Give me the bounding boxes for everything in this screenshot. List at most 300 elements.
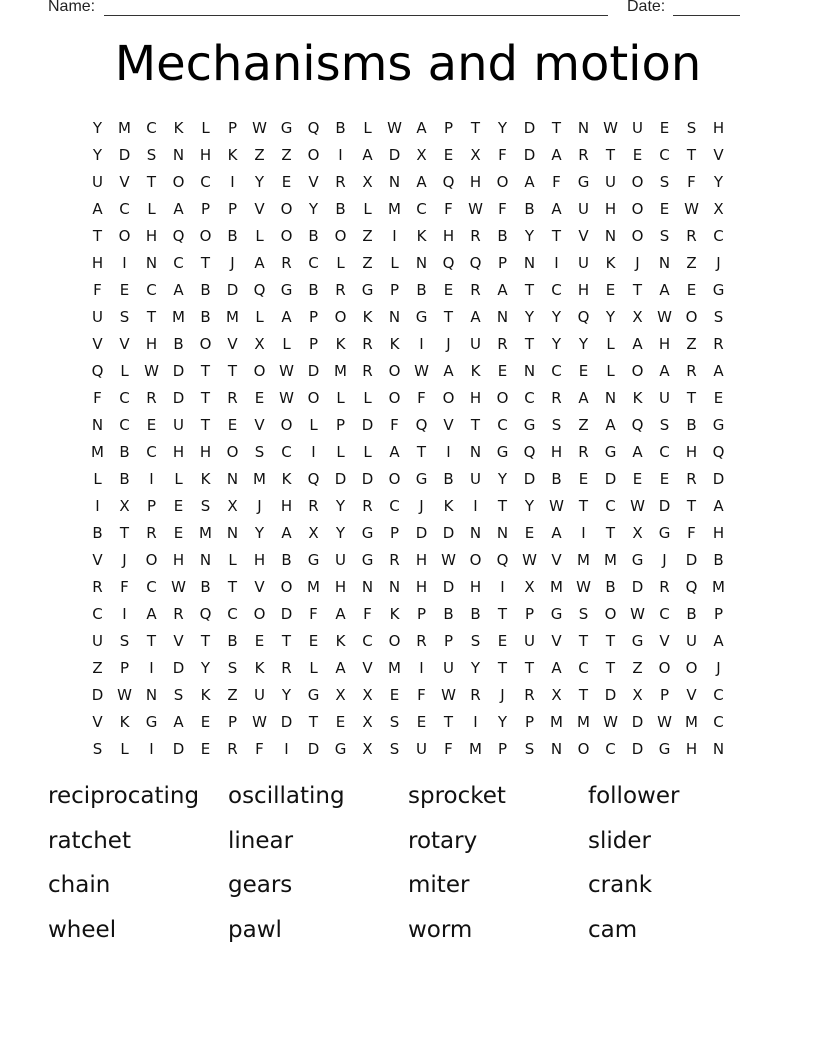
grid-cell[interactable]: I <box>554 253 559 272</box>
grid-cell[interactable]: A <box>173 199 184 218</box>
grid-cell[interactable]: P <box>497 253 508 272</box>
grid-cell[interactable]: Y <box>92 145 103 164</box>
grid-cell[interactable]: U <box>605 172 616 191</box>
grid-cell[interactable]: R <box>470 685 481 704</box>
grid-cell[interactable]: I <box>149 469 154 488</box>
grid-cell[interactable]: C <box>146 118 157 137</box>
grid-cell[interactable]: D <box>172 739 185 758</box>
grid-cell[interactable]: C <box>551 361 562 380</box>
grid-cell[interactable]: E <box>443 145 454 164</box>
grid-cell[interactable]: R <box>497 334 508 353</box>
grid-cell[interactable]: T <box>200 361 211 380</box>
grid-cell[interactable]: B <box>470 604 481 623</box>
grid-cell[interactable]: K <box>173 118 184 137</box>
grid-cell[interactable]: I <box>419 658 424 677</box>
grid-cell[interactable]: Q <box>685 577 698 596</box>
grid-cell[interactable]: E <box>632 145 643 164</box>
grid-cell[interactable]: I <box>149 739 154 758</box>
grid-cell[interactable]: B <box>92 523 103 542</box>
grid-cell[interactable]: R <box>470 280 481 299</box>
grid-cell[interactable]: D <box>280 712 293 731</box>
grid-cell[interactable]: S <box>200 496 211 515</box>
grid-cell[interactable]: M <box>388 199 401 218</box>
grid-cell[interactable]: R <box>362 496 373 515</box>
grid-cell[interactable]: U <box>416 739 427 758</box>
grid-cell[interactable]: J <box>635 253 640 272</box>
grid-cell[interactable]: M <box>550 577 563 596</box>
grid-cell[interactable]: X <box>632 685 643 704</box>
grid-cell[interactable]: O <box>496 388 509 407</box>
grid-cell[interactable]: F <box>309 604 318 623</box>
grid-cell[interactable]: Y <box>335 496 346 515</box>
grid-cell[interactable]: E <box>200 739 211 758</box>
grid-cell[interactable]: N <box>496 307 509 326</box>
grid-cell[interactable]: E <box>632 469 643 488</box>
grid-cell[interactable]: I <box>419 334 424 353</box>
grid-cell[interactable]: E <box>578 361 589 380</box>
grid-cell[interactable]: B <box>713 550 724 569</box>
grid-cell[interactable]: W <box>630 604 645 623</box>
grid-cell[interactable]: O <box>280 226 293 245</box>
grid-cell[interactable]: F <box>93 280 102 299</box>
grid-cell[interactable]: I <box>311 442 316 461</box>
grid-cell[interactable]: U <box>470 469 481 488</box>
grid-cell[interactable]: D <box>91 685 104 704</box>
grid-cell[interactable]: Y <box>605 307 616 326</box>
grid-cell[interactable]: Y <box>551 307 562 326</box>
grid-cell[interactable]: I <box>473 496 478 515</box>
grid-cell[interactable]: Q <box>712 442 725 461</box>
grid-cell[interactable]: D <box>604 469 617 488</box>
grid-cell[interactable]: S <box>659 415 670 434</box>
grid-cell[interactable]: W <box>522 550 537 569</box>
grid-cell[interactable]: B <box>281 550 292 569</box>
grid-cell[interactable]: O <box>334 226 347 245</box>
grid-cell[interactable]: C <box>713 685 724 704</box>
grid-cell[interactable]: T <box>119 523 130 542</box>
grid-cell[interactable]: Z <box>281 145 292 164</box>
grid-cell[interactable]: V <box>254 577 265 596</box>
grid-cell[interactable]: K <box>362 307 373 326</box>
grid-cell[interactable]: A <box>281 523 292 542</box>
grid-cell[interactable]: E <box>497 631 508 650</box>
grid-cell[interactable]: E <box>578 469 589 488</box>
grid-cell[interactable]: D <box>442 523 455 542</box>
grid-cell[interactable]: X <box>362 685 373 704</box>
grid-cell[interactable]: C <box>578 658 589 677</box>
grid-cell[interactable]: O <box>118 226 131 245</box>
grid-cell[interactable]: E <box>281 172 292 191</box>
grid-cell[interactable]: O <box>388 469 401 488</box>
grid-cell[interactable]: D <box>172 388 185 407</box>
grid-cell[interactable]: P <box>524 604 535 623</box>
grid-cell[interactable]: R <box>227 739 238 758</box>
grid-cell[interactable]: D <box>118 145 131 164</box>
grid-cell[interactable]: W <box>171 577 186 596</box>
grid-cell[interactable]: G <box>712 280 725 299</box>
grid-cell[interactable]: P <box>200 199 211 218</box>
grid-cell[interactable]: A <box>443 361 454 380</box>
grid-cell[interactable]: E <box>173 523 184 542</box>
grid-cell[interactable]: O <box>334 307 347 326</box>
grid-cell[interactable]: R <box>551 388 562 407</box>
grid-cell[interactable]: D <box>685 550 698 569</box>
grid-cell[interactable]: J <box>716 658 721 677</box>
grid-cell[interactable]: Q <box>442 172 455 191</box>
grid-cell[interactable]: K <box>254 658 265 677</box>
grid-cell[interactable]: C <box>146 577 157 596</box>
grid-cell[interactable]: A <box>659 280 670 299</box>
grid-cell[interactable]: E <box>524 523 535 542</box>
grid-cell[interactable]: B <box>551 469 562 488</box>
grid-cell[interactable]: E <box>389 685 400 704</box>
grid-cell[interactable]: C <box>92 604 103 623</box>
grid-cell[interactable]: G <box>658 523 671 542</box>
grid-cell[interactable]: P <box>497 739 508 758</box>
grid-cell[interactable]: D <box>442 577 455 596</box>
grid-cell[interactable]: K <box>227 145 238 164</box>
grid-cell[interactable]: G <box>604 442 617 461</box>
grid-cell[interactable]: N <box>469 442 482 461</box>
grid-cell[interactable]: G <box>145 712 158 731</box>
grid-cell[interactable]: S <box>119 307 130 326</box>
grid-cell[interactable]: B <box>335 199 346 218</box>
grid-cell[interactable]: G <box>307 685 320 704</box>
grid-cell[interactable]: Y <box>92 118 103 137</box>
grid-cell[interactable]: G <box>307 550 320 569</box>
grid-cell[interactable]: D <box>280 604 293 623</box>
grid-cell[interactable]: A <box>551 145 562 164</box>
grid-cell[interactable]: D <box>172 658 185 677</box>
grid-cell[interactable]: H <box>685 442 698 461</box>
grid-cell[interactable]: A <box>713 631 724 650</box>
grid-cell[interactable]: H <box>145 334 158 353</box>
grid-cell[interactable]: N <box>712 739 725 758</box>
grid-cell[interactable]: A <box>578 388 589 407</box>
grid-cell[interactable]: F <box>687 523 696 542</box>
grid-cell[interactable]: L <box>147 199 156 218</box>
grid-cell[interactable]: I <box>122 604 127 623</box>
grid-cell[interactable]: B <box>200 577 211 596</box>
grid-cell[interactable]: T <box>578 496 589 515</box>
grid-cell[interactable]: F <box>444 199 453 218</box>
grid-cell[interactable]: T <box>146 631 157 650</box>
grid-cell[interactable]: C <box>146 442 157 461</box>
grid-cell[interactable]: A <box>551 523 562 542</box>
grid-cell[interactable]: Q <box>172 226 185 245</box>
grid-cell[interactable]: Q <box>523 442 536 461</box>
grid-cell[interactable]: S <box>713 307 724 326</box>
grid-cell[interactable]: W <box>117 685 132 704</box>
grid-cell[interactable]: H <box>415 577 428 596</box>
grid-cell[interactable]: A <box>146 604 157 623</box>
grid-cell[interactable]: H <box>172 442 185 461</box>
grid-cell[interactable]: W <box>441 550 456 569</box>
grid-cell[interactable]: K <box>200 685 211 704</box>
grid-cell[interactable]: B <box>308 226 319 245</box>
grid-cell[interactable]: G <box>415 307 428 326</box>
grid-cell[interactable]: P <box>146 496 157 515</box>
grid-cell[interactable]: R <box>308 496 319 515</box>
grid-cell[interactable]: C <box>146 280 157 299</box>
grid-cell[interactable]: N <box>226 469 239 488</box>
grid-cell[interactable]: T <box>497 604 508 623</box>
grid-cell[interactable]: G <box>712 415 725 434</box>
grid-cell[interactable]: X <box>362 172 373 191</box>
grid-cell[interactable]: U <box>92 631 103 650</box>
grid-cell[interactable]: E <box>173 496 184 515</box>
grid-cell[interactable]: B <box>497 226 508 245</box>
grid-cell[interactable]: I <box>149 658 154 677</box>
grid-cell[interactable]: H <box>199 145 212 164</box>
grid-cell[interactable]: R <box>146 523 157 542</box>
grid-cell[interactable]: P <box>389 280 400 299</box>
grid-cell[interactable]: W <box>576 577 591 596</box>
grid-cell[interactable]: A <box>713 496 724 515</box>
grid-cell[interactable]: A <box>416 118 427 137</box>
grid-cell[interactable]: O <box>496 172 509 191</box>
grid-cell[interactable]: M <box>91 442 104 461</box>
grid-cell[interactable]: H <box>577 280 590 299</box>
grid-cell[interactable]: C <box>659 604 670 623</box>
grid-cell[interactable]: L <box>606 334 615 353</box>
grid-cell[interactable]: B <box>335 118 346 137</box>
grid-cell[interactable]: X <box>632 307 643 326</box>
grid-cell[interactable]: R <box>281 658 292 677</box>
grid-cell[interactable]: I <box>446 442 451 461</box>
grid-cell[interactable]: R <box>713 334 724 353</box>
grid-cell[interactable]: G <box>496 442 509 461</box>
grid-cell[interactable]: R <box>686 361 697 380</box>
grid-cell[interactable]: W <box>657 307 672 326</box>
grid-cell[interactable]: L <box>255 226 264 245</box>
grid-cell[interactable]: H <box>685 739 698 758</box>
grid-cell[interactable]: T <box>443 712 454 731</box>
grid-cell[interactable]: D <box>334 469 347 488</box>
grid-cell[interactable]: C <box>119 199 130 218</box>
grid-cell[interactable]: H <box>199 442 212 461</box>
grid-cell[interactable]: H <box>469 388 482 407</box>
grid-cell[interactable]: S <box>578 604 589 623</box>
grid-cell[interactable]: O <box>388 388 401 407</box>
grid-cell[interactable]: Q <box>496 550 509 569</box>
grid-cell[interactable]: L <box>93 469 102 488</box>
grid-cell[interactable]: B <box>200 280 211 299</box>
grid-cell[interactable]: V <box>173 631 184 650</box>
grid-cell[interactable]: M <box>577 550 590 569</box>
grid-cell[interactable]: W <box>414 361 429 380</box>
grid-cell[interactable]: K <box>416 226 427 245</box>
grid-cell[interactable]: X <box>362 739 373 758</box>
grid-cell[interactable]: X <box>416 145 427 164</box>
grid-cell[interactable]: Q <box>307 118 320 137</box>
grid-cell[interactable]: Q <box>442 253 455 272</box>
grid-cell[interactable]: U <box>92 307 103 326</box>
grid-cell[interactable]: S <box>686 118 697 137</box>
grid-cell[interactable]: S <box>227 658 238 677</box>
grid-cell[interactable]: E <box>497 361 508 380</box>
grid-cell[interactable]: Q <box>631 415 644 434</box>
grid-cell[interactable]: T <box>470 415 481 434</box>
grid-cell[interactable]: X <box>713 199 724 218</box>
grid-cell[interactable]: S <box>659 226 670 245</box>
grid-cell[interactable]: Y <box>524 226 535 245</box>
grid-cell[interactable]: B <box>308 280 319 299</box>
grid-cell[interactable]: Y <box>578 334 589 353</box>
grid-cell[interactable]: X <box>470 145 481 164</box>
grid-cell[interactable]: E <box>119 280 130 299</box>
grid-cell[interactable]: O <box>199 226 212 245</box>
grid-cell[interactable]: W <box>657 712 672 731</box>
grid-cell[interactable]: X <box>254 334 265 353</box>
grid-cell[interactable]: T <box>416 442 427 461</box>
grid-cell[interactable]: U <box>524 631 535 650</box>
grid-cell[interactable]: J <box>257 496 262 515</box>
grid-cell[interactable]: A <box>335 658 346 677</box>
grid-cell[interactable]: Y <box>335 523 346 542</box>
grid-cell[interactable]: I <box>581 523 586 542</box>
grid-cell[interactable]: T <box>227 577 238 596</box>
grid-cell[interactable]: W <box>441 685 456 704</box>
grid-cell[interactable]: M <box>307 577 320 596</box>
grid-cell[interactable]: U <box>443 658 454 677</box>
grid-cell[interactable]: W <box>144 361 159 380</box>
grid-cell[interactable]: W <box>684 199 699 218</box>
grid-cell[interactable]: E <box>659 199 670 218</box>
grid-cell[interactable]: S <box>119 631 130 650</box>
grid-cell[interactable]: O <box>280 199 293 218</box>
grid-cell[interactable]: O <box>631 172 644 191</box>
grid-cell[interactable]: K <box>389 604 400 623</box>
grid-cell[interactable]: K <box>335 631 346 650</box>
grid-cell[interactable]: X <box>119 496 130 515</box>
grid-cell[interactable]: Q <box>307 469 320 488</box>
grid-cell[interactable]: U <box>632 118 643 137</box>
grid-cell[interactable]: E <box>308 631 319 650</box>
grid-cell[interactable]: L <box>363 199 372 218</box>
grid-cell[interactable]: J <box>716 253 721 272</box>
grid-cell[interactable]: T <box>605 658 616 677</box>
grid-cell[interactable]: C <box>497 415 508 434</box>
grid-cell[interactable]: R <box>578 145 589 164</box>
grid-cell[interactable]: P <box>227 199 238 218</box>
grid-cell[interactable]: H <box>145 226 158 245</box>
grid-cell[interactable]: A <box>632 334 643 353</box>
grid-cell[interactable]: G <box>415 469 428 488</box>
grid-cell[interactable]: R <box>686 226 697 245</box>
grid-cell[interactable]: D <box>658 496 671 515</box>
grid-cell[interactable]: Y <box>497 118 508 137</box>
grid-cell[interactable]: E <box>659 118 670 137</box>
grid-cell[interactable]: H <box>469 577 482 596</box>
grid-cell[interactable]: K <box>605 253 616 272</box>
grid-cell[interactable]: A <box>632 442 643 461</box>
grid-cell[interactable]: T <box>92 226 103 245</box>
grid-cell[interactable]: F <box>363 604 372 623</box>
grid-cell[interactable]: N <box>415 253 428 272</box>
grid-cell[interactable]: I <box>95 496 100 515</box>
grid-cell[interactable]: T <box>146 172 157 191</box>
grid-cell[interactable]: Y <box>308 199 319 218</box>
grid-cell[interactable]: Q <box>253 280 266 299</box>
grid-cell[interactable]: A <box>551 199 562 218</box>
grid-cell[interactable]: Y <box>551 334 562 353</box>
grid-cell[interactable]: G <box>280 280 293 299</box>
grid-cell[interactable]: Z <box>686 253 697 272</box>
grid-cell[interactable]: T <box>578 631 589 650</box>
grid-cell[interactable]: D <box>361 415 374 434</box>
grid-cell[interactable]: V <box>551 631 562 650</box>
grid-cell[interactable]: P <box>524 712 535 731</box>
grid-cell[interactable]: Z <box>578 415 589 434</box>
grid-cell[interactable]: N <box>469 523 482 542</box>
grid-cell[interactable]: J <box>230 253 235 272</box>
grid-cell[interactable]: U <box>578 199 589 218</box>
grid-cell[interactable]: O <box>388 631 401 650</box>
grid-cell[interactable]: B <box>686 415 697 434</box>
grid-cell[interactable]: C <box>173 253 184 272</box>
grid-cell[interactable]: T <box>200 631 211 650</box>
grid-cell[interactable]: Q <box>577 307 590 326</box>
grid-cell[interactable]: T <box>524 658 535 677</box>
grid-cell[interactable]: B <box>119 469 130 488</box>
grid-cell[interactable]: B <box>605 577 616 596</box>
grid-cell[interactable]: N <box>145 253 158 272</box>
grid-cell[interactable]: V <box>686 685 697 704</box>
grid-cell[interactable]: H <box>658 334 671 353</box>
grid-cell[interactable]: N <box>604 388 617 407</box>
grid-cell[interactable]: E <box>686 280 697 299</box>
grid-cell[interactable]: C <box>659 442 670 461</box>
grid-cell[interactable]: X <box>632 523 643 542</box>
grid-cell[interactable]: H <box>712 118 725 137</box>
grid-cell[interactable]: V <box>659 631 670 650</box>
grid-cell[interactable]: S <box>551 415 562 434</box>
grid-cell[interactable]: L <box>120 361 129 380</box>
grid-cell[interactable]: M <box>685 712 698 731</box>
grid-cell[interactable]: G <box>658 739 671 758</box>
grid-cell[interactable]: R <box>227 388 238 407</box>
grid-cell[interactable]: E <box>335 712 346 731</box>
grid-cell[interactable]: V <box>227 334 238 353</box>
grid-cell[interactable]: H <box>712 523 725 542</box>
grid-cell[interactable]: D <box>226 280 239 299</box>
grid-cell[interactable]: D <box>523 469 536 488</box>
grid-cell[interactable]: W <box>468 199 483 218</box>
grid-cell[interactable]: M <box>118 118 131 137</box>
grid-cell[interactable]: T <box>605 145 616 164</box>
grid-cell[interactable]: L <box>363 388 372 407</box>
grid-cell[interactable]: W <box>603 118 618 137</box>
grid-cell[interactable]: A <box>713 361 724 380</box>
grid-cell[interactable]: T <box>551 226 562 245</box>
grid-cell[interactable]: C <box>551 280 562 299</box>
grid-cell[interactable]: N <box>226 523 239 542</box>
grid-cell[interactable]: B <box>416 280 427 299</box>
grid-cell[interactable]: L <box>336 253 345 272</box>
grid-cell[interactable]: V <box>578 226 589 245</box>
grid-cell[interactable]: G <box>523 415 536 434</box>
grid-cell[interactable]: S <box>659 172 670 191</box>
grid-cell[interactable]: Z <box>227 685 238 704</box>
grid-cell[interactable]: V <box>443 415 454 434</box>
grid-cell[interactable]: R <box>524 685 535 704</box>
grid-cell[interactable]: F <box>93 388 102 407</box>
grid-cell[interactable]: I <box>500 577 505 596</box>
grid-cell[interactable]: D <box>388 145 401 164</box>
grid-cell[interactable]: E <box>416 712 427 731</box>
grid-cell[interactable]: A <box>362 145 373 164</box>
